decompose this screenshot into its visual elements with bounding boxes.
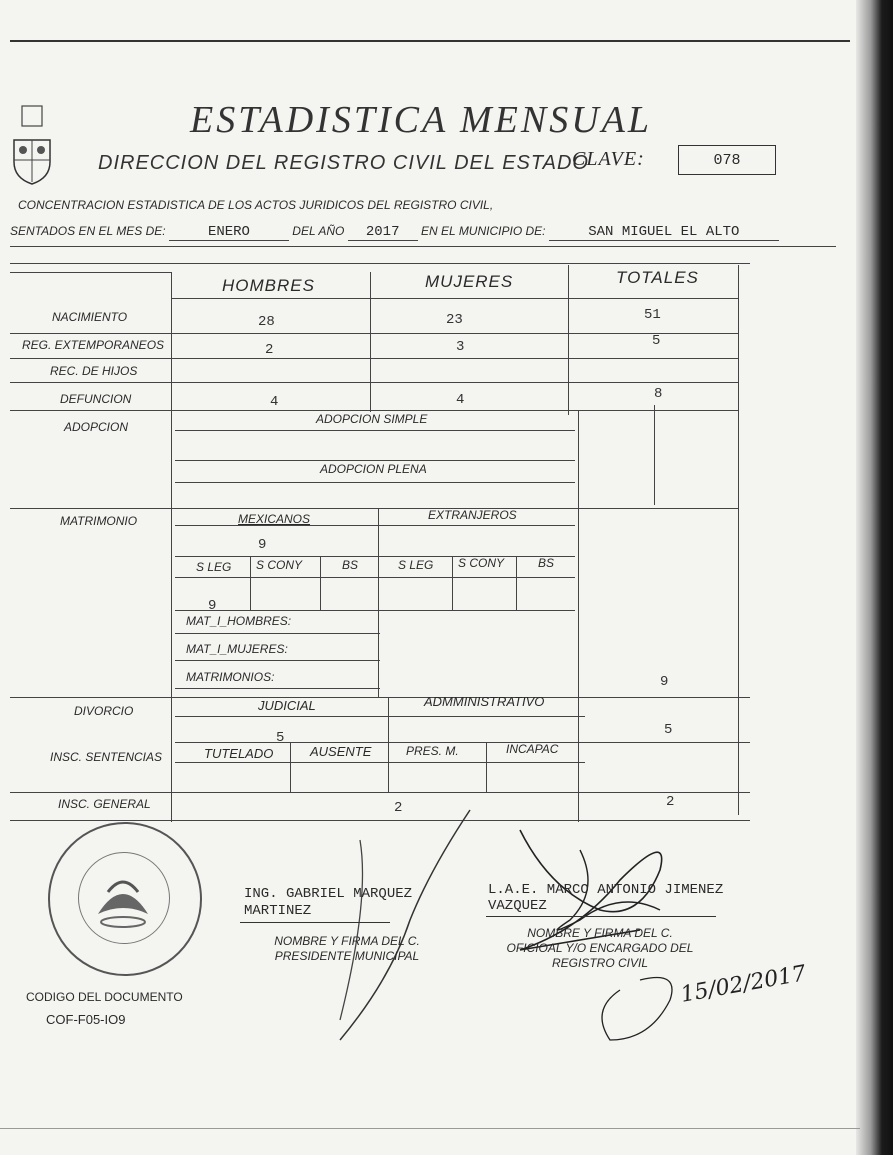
judicial-label: JUDICIAL <box>258 698 316 713</box>
header-separator-2 <box>10 263 750 264</box>
grid-line <box>10 792 750 793</box>
grid-line <box>175 762 585 763</box>
month-value: ENERO <box>169 224 289 241</box>
divorcio-total: 5 <box>664 722 673 738</box>
registrar-signature-line <box>486 916 716 917</box>
extranjeros-label: EXTRANJEROS <box>428 508 517 522</box>
row-label-nacimiento: NACIMIENTO <box>52 310 128 324</box>
state-emblem-icon <box>8 102 56 190</box>
administrativo-label: ADMMINISTRATIVO <box>424 694 545 709</box>
period-line <box>10 224 779 241</box>
row-label-sentencias: INSC. SENTENCIAS <box>50 750 163 764</box>
top-border-line <box>10 40 850 42</box>
president-name: ING. GABRIEL MARQUEZ MARTINEZ <box>244 886 413 919</box>
extemporaneos-totales: 5 <box>652 333 661 349</box>
general-total: 2 <box>666 794 675 810</box>
defuncion-hombres: 4 <box>270 394 279 410</box>
year-value: 2017 <box>348 224 418 241</box>
municipio-label: EN EL MUNICIPIO DE: <box>421 224 546 238</box>
pres-m-label: PRES. M. <box>406 744 459 758</box>
president-signature-line <box>240 922 390 923</box>
grid-line <box>10 272 172 273</box>
nacimiento-totales: 51 <box>644 307 661 323</box>
grid-line <box>175 660 380 661</box>
grid-line <box>175 742 750 743</box>
incapac-label: INCAPAC <box>506 742 559 756</box>
row-label-divorcio: DIVORCIO <box>74 704 134 718</box>
registrar-role: NOMBRE Y FIRMA DEL C. OFICIOAL Y/O ENCARGADO DEL REGISTRO CIVIL <box>506 926 694 970</box>
grid-line <box>171 272 172 822</box>
grid-line <box>175 633 380 634</box>
matrimonio-total: 9 <box>660 674 669 690</box>
concentration-line: CONCENTRACION ESTADISTICA DE LOS ACTOS JURIDICOS DEL REGISTRO CIVIL, <box>18 198 494 212</box>
defuncion-totales: 8 <box>654 386 663 402</box>
row-label-defuncion: DEFUNCION <box>60 392 132 406</box>
judicial-value: 5 <box>276 730 285 746</box>
clave-label: CLAVE: <box>572 148 645 170</box>
grid-line <box>175 430 575 431</box>
sub-col-s-cony-ext: S CONY <box>458 556 505 570</box>
grid-line <box>171 298 738 299</box>
mat-i-hombres-label: MAT_I_HOMBRES: <box>186 614 292 628</box>
ausente-label: AUSENTE <box>310 744 372 759</box>
mexicanos-label: MEXICANOS <box>238 512 311 526</box>
extemporaneos-hombres: 2 <box>265 342 274 358</box>
row-label-matrimonio: MATRIMONIO <box>60 514 138 528</box>
document-code: COF-F05-IO9 <box>46 1012 126 1027</box>
document-code-label: CODIGO DEL DOCUMENTO <box>26 990 183 1004</box>
seal-eagle-icon <box>48 822 198 972</box>
grid-line <box>320 556 321 610</box>
handwritten-signatures <box>320 800 740 1050</box>
grid-line <box>175 525 575 526</box>
grid-line <box>516 556 517 610</box>
grid-line <box>654 405 655 505</box>
adopcion-simple-label: ADOPCION SIMPLE <box>316 412 428 426</box>
grid-line <box>378 508 379 698</box>
header-separator <box>10 246 836 247</box>
row-label-extemporaneos: REG. EXTEMPORANEOS <box>22 338 165 352</box>
grid-line <box>175 610 575 611</box>
grid-line <box>486 742 487 792</box>
grid-line <box>175 482 575 483</box>
grid-line <box>578 410 579 822</box>
grid-line <box>10 410 738 411</box>
grid-line <box>175 577 575 578</box>
grid-line <box>10 358 738 359</box>
year-label: DEL AÑO <box>292 224 345 238</box>
period-prefix: SENTADOS EN EL MES DE: <box>10 224 166 238</box>
registrar-name: L.A.E. MARCO ANTONIO JIMENEZ VAZQUEZ <box>488 882 724 914</box>
col-header-mujeres: MUJERES <box>425 272 514 291</box>
grid-line <box>738 265 739 815</box>
row-label-adopcion: ADOPCION <box>64 420 129 434</box>
sub-col-s-cony: S CONY <box>256 558 303 572</box>
adopcion-plena-label: ADOPCION PLENA <box>320 462 427 476</box>
sub-col-s-leg: S LEG <box>196 560 232 574</box>
col-header-hombres: HOMBRES <box>222 276 315 295</box>
general-value: 2 <box>394 800 403 816</box>
grid-line <box>388 697 389 792</box>
sub-col-bs: BS <box>342 558 359 572</box>
clave-value: 078 <box>678 145 776 175</box>
mat-i-mujeres-label: MAT_I_MUJERES: <box>186 642 288 656</box>
document-subtitle: DIRECCION DEL REGISTRO CIVIL DEL ESTADO <box>98 152 589 174</box>
document-title: ESTADISTICA MENSUAL <box>190 99 652 141</box>
tutelado-label: TUTELADO <box>204 746 274 761</box>
nacimiento-mujeres: 23 <box>446 312 463 328</box>
sub-col-s-leg-ext: S LEG <box>398 558 434 572</box>
grid-line <box>10 697 750 698</box>
scan-edge-shadow <box>856 0 893 1155</box>
grid-line <box>568 265 569 415</box>
mexicanos-value: 9 <box>258 537 267 553</box>
nacimiento-hombres: 28 <box>258 314 275 330</box>
grid-line <box>175 716 585 717</box>
handwritten-date: 15/02/2017 <box>678 961 809 1008</box>
grid-line <box>10 508 738 509</box>
row-label-general: INSC. GENERAL <box>58 797 151 811</box>
grid-line <box>175 688 380 689</box>
sub-col-bs-ext: BS <box>538 556 555 570</box>
municipio-value: SAN MIGUEL EL ALTO <box>549 224 779 241</box>
s-leg-value: 9 <box>208 598 217 614</box>
row-label-rec-hijos: REC. DE HIJOS <box>50 364 138 378</box>
grid-line <box>175 460 575 461</box>
grid-line <box>250 556 251 610</box>
grid-line <box>175 556 575 557</box>
bottom-border-line <box>0 1128 860 1129</box>
grid-line <box>452 556 453 610</box>
grid-line <box>10 382 738 383</box>
extemporaneos-mujeres: 3 <box>456 339 465 355</box>
grid-line <box>290 742 291 792</box>
col-header-totales: TOTALES <box>616 268 699 287</box>
grid-line <box>370 272 371 412</box>
grid-line <box>10 333 738 334</box>
defuncion-mujeres: 4 <box>456 392 465 408</box>
matrimonios-label: MATRIMONIOS: <box>186 670 275 684</box>
president-role: NOMBRE Y FIRMA DEL C. PRESIDENTE MUNICIPAL <box>274 934 420 963</box>
